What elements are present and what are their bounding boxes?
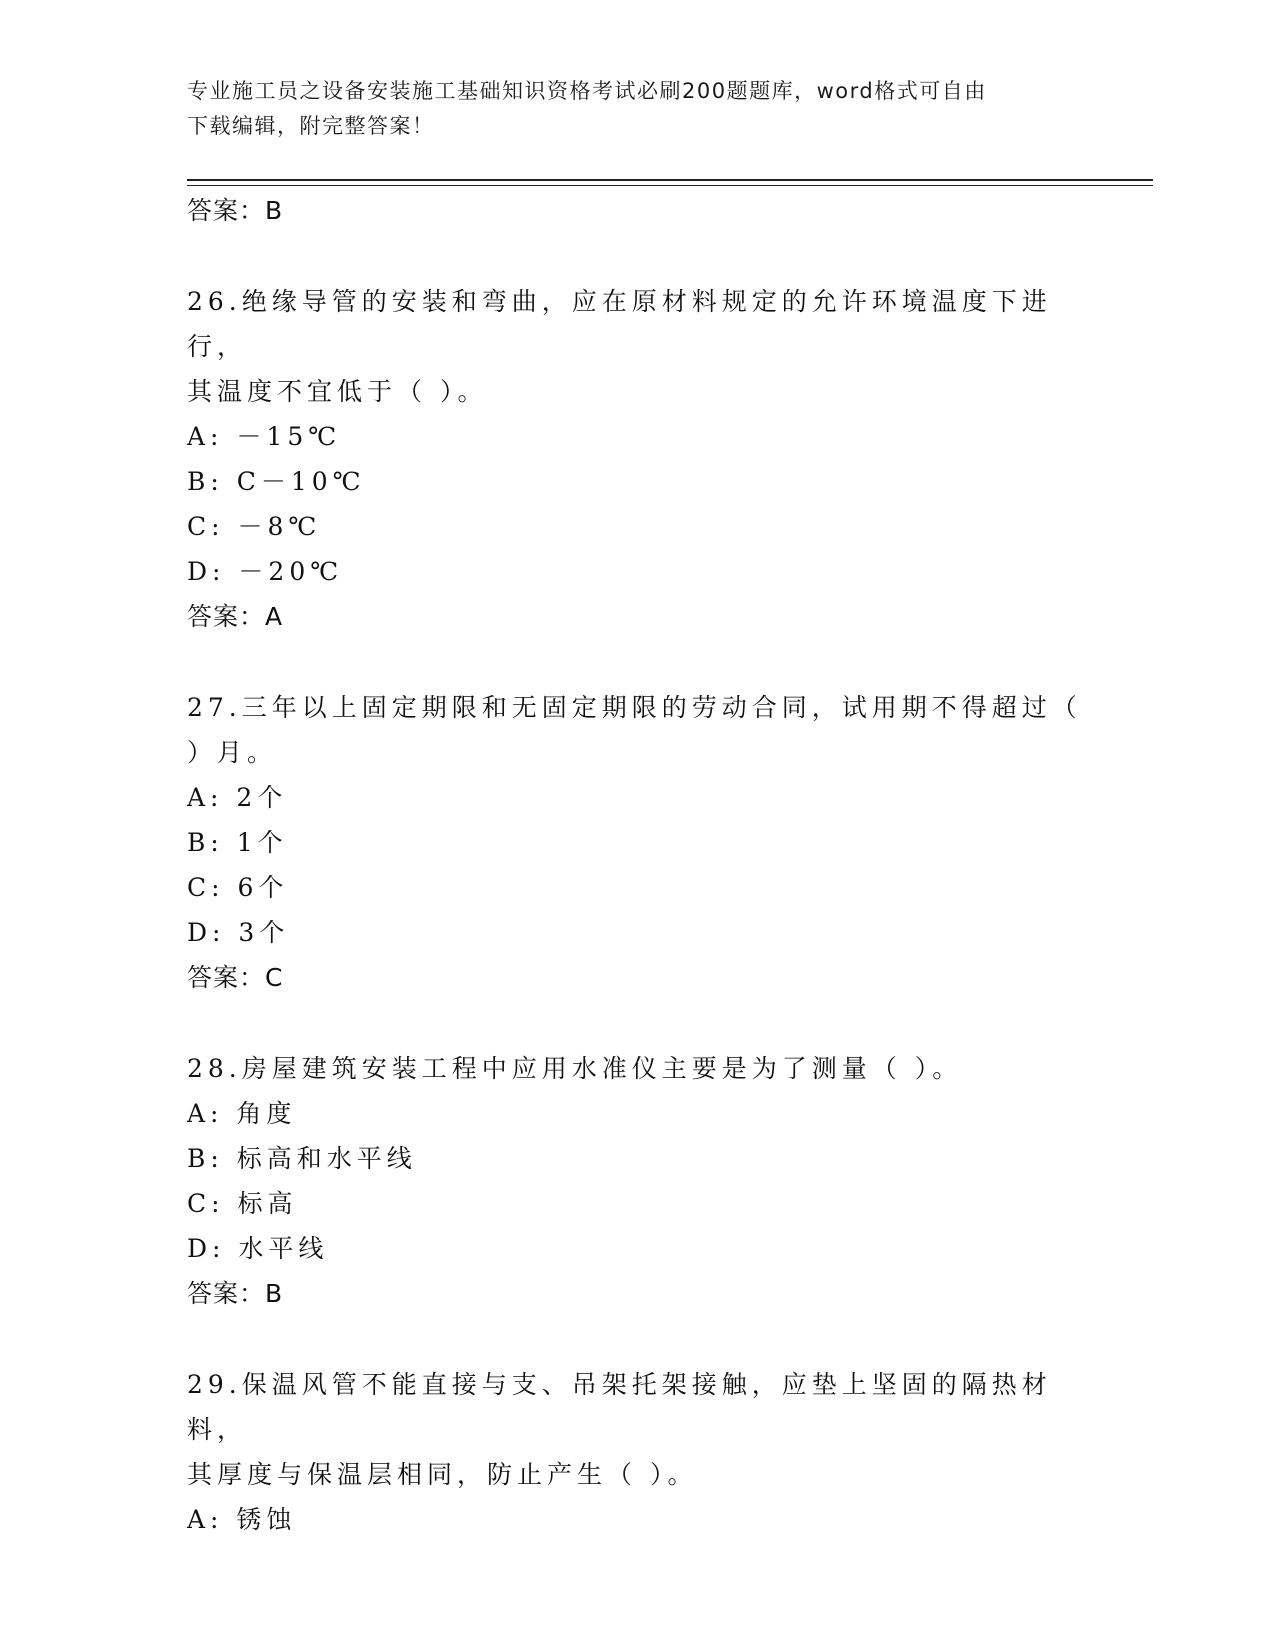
question-list [187,188,1087,1542]
question-text: 28.房屋建筑安装工程中应用水准仪主要是为了测量（ ）。 [187,1054,963,1083]
spacer [187,1000,1087,1046]
question-text: ）月。 [187,738,278,767]
question-text: 其厚度与保温层相同，防止产生（ ）。 [187,1460,698,1489]
answer-line: 答案：A [187,602,284,631]
spacer [187,639,1087,685]
option-d: D: 3个 [187,918,290,947]
question-28 [187,1046,1087,1316]
answer-line: 答案：C [187,963,284,992]
question-29 [187,1362,1087,1542]
header-divider-thin [187,185,1153,186]
answer-line: 答案：B [187,1279,284,1308]
option-d: D: －20℃ [187,557,344,586]
header-divider-thick [187,179,1153,181]
option-b: B: 1个 [187,828,288,857]
option-d: D: 水平线 [187,1234,329,1263]
question-text: 其温度不宜低于（ ）。 [187,377,488,406]
header-title-line-2: 下载编辑，附完整答案！ [187,114,435,138]
spacer [187,1316,1087,1362]
question-26 [187,279,1087,639]
option-a: A: 2个 [187,783,288,812]
option-a: A: 角度 [187,1099,297,1128]
spacer [187,233,1087,279]
option-c: C: －8℃ [187,512,322,541]
option-b: B: 标高和水平线 [187,1144,417,1173]
option-b: B: C－10℃ [187,467,366,496]
question-text: 26.绝缘导管的安装和弯曲，应在原材料规定的允许环境温度下进行， [187,287,1052,361]
option-c: C: 6个 [187,873,289,902]
header-title-line-1: 专业施工员之设备安装施工基础知识资格考试必刷200题题库，word格式可自由 [187,79,987,103]
answer-line: 答案：B [187,196,284,225]
page-header [187,74,1067,144]
question-text: 27.三年以上固定期限和无固定期限的劳动合同，试用期不得超过（ [187,693,1082,722]
question-text: 29.保温风管不能直接与支、吊架托架接触，应垫上坚固的隔热材料， [187,1370,1052,1444]
question-27 [187,685,1087,1000]
option-a: A: －15℃ [187,422,342,451]
option-a: A: 锈蚀 [187,1505,297,1534]
option-c: C: 标高 [187,1189,298,1218]
